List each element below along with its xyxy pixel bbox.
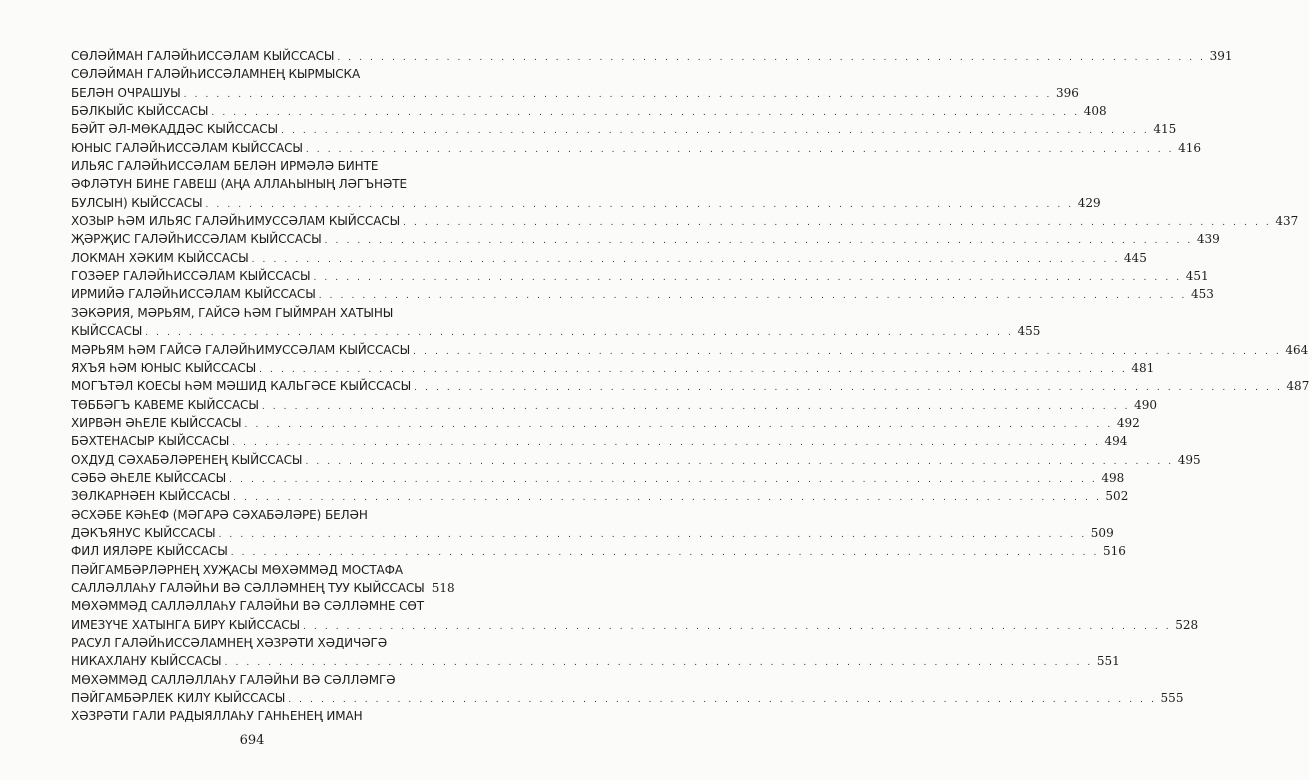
toc-entry-title: ИЛЬЯС ГАЛӘЙҺИССӘЛАМ БЕЛӘН ИРМӘЛӘ БИНТЕ — [71, 159, 379, 174]
toc-entry-title: ЗӨЛКАРНӘЕН КЫЙССАСЫ — [71, 489, 231, 504]
toc-entry-title: БУЛСЫН) КЫЙССАСЫ — [71, 195, 203, 210]
toc-entry-page: 455 — [1017, 324, 1041, 339]
toc-entry-title: ТӨББӘГЪ КАВЕМЕ КЫЙССАСЫ — [71, 397, 259, 412]
dot-leader: . . . . . . . . . . . . . . . . . . . . . . . . . . . . . . . . . . . . . . . . . . . . . . . . . . . . . . . . . . . . . . . . . . . . . . . . . . . . . . . . — [232, 438, 1101, 449]
toc-entry-page: 498 — [1101, 470, 1125, 485]
toc-entry-title: РАСУЛ ГАЛӘЙҺИССӘЛАМНЕҢ ХӘЗРӘТИ ХӘДИЧӘГӘ — [71, 636, 388, 650]
toc-entry-title: СӨЛӘЙМАН ГАЛӘЙҺИССӘЛАМ КЫЙССАСЫ — [71, 49, 335, 63]
toc-entry-page: 396 — [1055, 85, 1079, 100]
toc-entry — [71, 396, 1158, 414]
toc-entry-page: 408 — [1083, 104, 1107, 119]
toc-entry-title: ХИРВӘН ӘҺЕЛЕ КЫЙССАСЫ — [71, 415, 242, 430]
toc-entry-page: 555 — [1160, 691, 1184, 706]
toc-entry — [71, 212, 1299, 230]
dot-leader: . . . . . . . . . . . . . . . . . . . . . . . . . . . . . . . . . . . . . . . . . . . . . . . . . . . . . . . . . . . . . . . . . . . . . . . . . . . . . . . . — [302, 621, 1172, 632]
toc-entry-title: БӘЙТ ӘЛ-МӨКАДДӘС КЫЙССАСЫ — [71, 122, 279, 137]
toc-entry — [71, 451, 1201, 469]
toc-entry — [71, 65, 445, 83]
toc-entry — [71, 341, 1309, 359]
toc-entry-page: 518 — [431, 580, 455, 595]
toc-entry-page: 481 — [1131, 360, 1155, 375]
toc-entry-page: 464 — [1285, 342, 1309, 357]
toc-entry — [71, 414, 1140, 432]
toc-entry-page: 490 — [1134, 397, 1158, 412]
toc-entry-title: ПӘЙГАМБӘРЛӘРНЕҢ ХУҖАСЫ МӨХӘММӘД МОСТАФА — [71, 562, 404, 577]
toc-entry-page: 391 — [1209, 49, 1233, 63]
toc-entry — [71, 707, 445, 725]
dot-leader: . . . . . . . . . . . . . . . . . . . . . . . . . . . . . . . . . . . . . . . . . . . . . . . . . . . . . . . . . . . . . . . . . . . . . . . . . . . . . . . . — [337, 53, 1206, 63]
dot-leader: . . . . . . . . . . . . . . . . . . . . . . . . . . . . . . . . . . . . . . . . . . . . . . . . . . . . . . . . . . . . . . . . . . . . . . . . . . . . . . . . — [183, 89, 1052, 100]
toc-entry-title: БӘХТЕНАСЫР КЫЙССАСЫ — [71, 434, 230, 449]
toc-entry-page: 415 — [1153, 122, 1177, 137]
toc-entry-title: ӘСХӘБЕ КӘҺЕФ (МӘГАРӘ СӘХАБӘЛӘРЕ) БЕЛӘН — [71, 507, 368, 522]
toc-entry — [71, 652, 1120, 670]
toc-entry — [71, 597, 445, 615]
toc-entry-title: ПӘЙГАМБӘРЛЕК КИЛҮ КЫЙССАСЫ — [71, 691, 286, 706]
toc-entry-title: ИРМИЙӘ ГАЛӘЙҺИССӘЛАМ КЫЙССАСЫ — [71, 287, 316, 302]
page-number: 694 — [239, 733, 265, 748]
toc-entry-title: ХӘЗРӘТИ ГАЛИ РАДЫЯЛЛАҺУ ГАНҺЕНЕҢ ИМАН — [71, 709, 363, 724]
toc-entry-title: МӨХӘММӘД САЛЛӘЛЛАҺУ ГАЛӘЙҺИ ВӘ СӘЛЛӘМГӘ — [71, 672, 396, 687]
toc-entry — [71, 267, 1209, 285]
dot-leader: . . . . . . . . . . . . . . . . . . . . . . . . . . . . . . . . . . . . . . . . . . . . . . . . . . . . . . . . . . . . . . . . . . . . . . . . . . . . . . . . — [305, 456, 1174, 467]
toc-entry — [71, 102, 1107, 120]
toc-entry-page: 516 — [1102, 544, 1126, 559]
toc-entry — [71, 285, 1214, 303]
toc-entry — [71, 506, 445, 524]
toc-entry — [71, 322, 1041, 340]
toc-entry-page: 487 — [1286, 379, 1309, 394]
toc-entry-title: СӨЛӘЙМАН ГАЛӘЙҺИССӘЛАМНЕҢ КЫРМЫСКА — [71, 67, 361, 82]
toc-entry — [71, 304, 445, 322]
toc-entry-page: 416 — [1178, 140, 1202, 155]
dot-leader: . . . . . . . . . . . . . . . . . . . . . . . . . . . . . . . . . . . . . . . . . . . . . . . . . . . . . . . . . . . . . . . . . . . . . . . . . . . . . . . . — [413, 346, 1282, 357]
toc-entry — [71, 524, 1114, 542]
dot-leader: . . . . . . . . . . . . . . . . . . . . . . . . . . . . . . . . . . . . . . . . . . . . . . . . . . . . . . . . . . . . . . . . . . . . . . . . . . . . . . . . — [259, 364, 1128, 375]
toc-entry-page: 439 — [1196, 232, 1220, 247]
toc-entry-page: 528 — [1175, 617, 1199, 632]
toc-entry — [71, 671, 445, 689]
toc-entry-page: 551 — [1096, 654, 1120, 669]
toc-entry — [71, 47, 1233, 65]
toc-entry-title: МӨХӘММӘД САЛЛӘЛЛАҺУ ГАЛӘЙҺИ ВӘ СӘЛЛӘМНЕ СӨТ — [71, 599, 424, 614]
toc-entry-page: 445 — [1123, 250, 1147, 265]
dot-leader: . . . . . . . . . . . . . . . . . . . . . . . . . . . . . . . . . . . . . . . . . . . . . . . . . . . . . . . . . . . . . . . . . . . . . . . . . . . . . . . . — [403, 218, 1272, 229]
toc-entry — [71, 120, 1177, 138]
toc-entry-title: ЮНЫС ГАЛӘЙҺИССӘЛАМ КЫЙССАСЫ — [71, 140, 303, 155]
toc-entry — [71, 634, 445, 652]
toc-entry-title: НИКАХЛАНУ КЫЙССАСЫ — [71, 654, 222, 669]
toc-entry-title: ЛОКМАН ХӘКИМ КЫЙССАСЫ — [71, 250, 249, 265]
toc-entry — [71, 194, 1101, 212]
toc-entry-title: ЗӘКӘРИЯ, МӘРЬЯМ, ГАЙСӘ ҺӘМ ГЫЙМРАН ХАТЫНЫ — [71, 305, 394, 320]
dot-leader: . . . . . . . . . . . . . . . . . . . . . . . . . . . . . . . . . . . . . . . . . . . . . . . . . . . . . . . . . . . . . . . . . . . . . . . . . . . . . . . . — [229, 474, 1098, 485]
toc-entry — [71, 84, 1079, 102]
toc-entry — [71, 469, 1125, 487]
dot-leader: . . . . . . . . . . . . . . . . . . . . . . . . . . . . . . . . . . . . . . . . . . . . . . . . . . . . . . . . . . . . . . . . . . . . . . . . . . . . . . . . — [244, 419, 1113, 430]
toc-entry-page: 509 — [1090, 525, 1114, 540]
dot-leader: . . . . . . . . . . . . . . . . . . . . . . . . . . . . . . . . . . . . . . . . . . . . . . . . . . . . . . . . . . . . . . . . . . . . . . . . . . . . . . . . — [318, 291, 1187, 302]
toc-entry — [71, 561, 445, 579]
toc-entry-page: 429 — [1077, 195, 1101, 210]
dot-leader: . . . . . . . . . . . . . . . . . . . . . . . . . . . . . . . . . . . . . . . . . . . . . . . . . . . . . . . . . . . . . . . . . . . . . . . . . . . . . . . . — [281, 126, 1150, 137]
dot-leader: . . . . . . . . . . . . . . . . . . . . . . . . . . . . . . . . . . . . . . . . . . . . . . . . . . . . . . . . . . . . . . . . . . . . . . . . . . . . . . . . — [224, 658, 1093, 669]
dot-leader: . . . . . . . . . . . . . . . . . . . . . . . . . . . . . . . . . . . . . . . . . . . . . . . . . . . . . . . . . . . . . . . . . . . . . . . . . . . . . . . . — [414, 383, 1283, 394]
dot-leader: . . . . . . . . . . . . . . . . . . . . . . . . . . . . . . . . . . . . . . . . . . . . . . . . . . . . . . . . . . . . . . . . . . . . . . . . . . . . . . . . — [205, 199, 1074, 210]
dot-leader: . . . . . . . . . . . . . . . . . . . . . . . . . . . . . . . . . . . . . . . . . . . . . . . . . . . . . . . . . . . . . . . . . . . . . . . . . . . . . . . . — [288, 695, 1157, 706]
toc-entry — [71, 579, 455, 597]
toc-entry — [71, 432, 1128, 450]
dot-leader: . . . . . . . . . . . . . . . . . . . . . . . . . . . . . . . . . . . . . . . . . . . . . . . . . . . . . . . . . . . . . . . . . . . . . . . . . . . . . . . . — [313, 273, 1182, 284]
toc-entry — [71, 689, 1184, 707]
toc-entry-title: БӘЛКЫЙС КЫЙССАСЫ — [71, 104, 209, 119]
toc-entry — [71, 139, 1202, 157]
dot-leader: . . . . . . . . . . . . . . . . . . . . . . . . . . . . . . . . . . . . . . . . . . . . . . . . . . . . . . . . . . . . . . . . . . . . . . . . . . . . . . . . — [324, 236, 1193, 247]
toc-entry — [71, 249, 1147, 267]
table-of-contents — [71, 47, 1309, 726]
toc-entry-title: ФИЛ ИЯЛӘРЕ КЫЙССАСЫ — [71, 544, 228, 559]
toc-entry-title: КЫЙССАСЫ — [71, 324, 143, 339]
toc-entry — [71, 157, 445, 175]
toc-entry-title: МОГЪТӘЛ КОЕСЫ ҺӘМ МӘШИД КАЛЬГӘСЕ КЫЙССАСЫ — [71, 379, 412, 394]
toc-entry-title: ӘФЛӘТУН БИНЕ ГАВЕШ (АҢА АЛЛАҺЫНЫҢ ЛӘГЪНӘТЕ — [71, 177, 407, 192]
toc-entry-title: ГОЗӘЕР ГАЛӘЙҺИССӘЛАМ КЫЙССАСЫ — [71, 269, 311, 284]
dot-leader: . . . . . . . . . . . . . . . . . . . . . . . . . . . . . . . . . . . . . . . . . . . . . . . . . . . . . . . . . . . . . . . . . . . . . . . . . . . . . . . . — [261, 401, 1131, 412]
toc-entry — [71, 175, 445, 193]
toc-entry-title: ХОЗЫР ҺӘМ ИЛЬЯС ГАЛӘЙҺИМУССӘЛАМ КЫЙССАСЫ — [71, 214, 401, 229]
toc-entry-title: САЛЛӘЛЛАҺУ ГАЛӘЙҺИ ВӘ СӘЛЛӘМНЕҢ ТУУ КЫЙССАСЫ — [71, 580, 425, 595]
toc-entry-title: ЯХЪЯ ҺӘМ ЮНЫС КЫЙССАСЫ — [71, 360, 257, 375]
toc-entry-title: СӘБӘ ӘҺЕЛЕ КЫЙССАСЫ — [71, 470, 227, 485]
toc-entry-page: 437 — [1275, 214, 1299, 229]
dot-leader: . . . . . . . . . . . . . . . . . . . . . . . . . . . . . . . . . . . . . . . . . . . . . . . . . . . . . . . . . . . . . . . . . . . . . . . . . . . . . . . . — [218, 529, 1087, 540]
toc-entry-title: ДӘКЪЯНУС КЫЙССАСЫ — [71, 525, 216, 540]
toc-entry-page: 453 — [1190, 287, 1214, 302]
toc-entry — [71, 377, 1309, 395]
toc-entry-title: ИМЕЗҮЧЕ ХАТЫНГА БИРҮ КЫЙССАСЫ — [71, 617, 300, 632]
toc-entry — [71, 359, 1155, 377]
toc-entry-page: 502 — [1105, 489, 1129, 504]
dot-leader: . . . . . . . . . . . . . . . . . . . . . . . . . . . . . . . . . . . . . . . . . . . . . . . . . . . . . . . . . . . . . . . . . . . . . . . . . . . . . . . . — [211, 108, 1080, 119]
toc-entry-title: ОХДУД СӘХАБӘЛӘРЕНЕҢ КЫЙССАСЫ — [71, 452, 303, 467]
dot-leader: . . . . . . . . . . . . . . . . . . . . . . . . . . . . . . . . . . . . . . . . . . . . . . . . . . . . . . . . . . . . . . . . . . . . . . . . . . . . . . . . — [145, 328, 1014, 339]
toc-entry-title: МӘРЬЯМ ҺӘМ ГАЙСӘ ГАЛӘЙҺИМУССӘЛАМ КЫЙССАСЫ — [71, 342, 411, 357]
toc-entry-page: 495 — [1177, 452, 1201, 467]
toc-entry — [71, 487, 1129, 505]
toc-entry-title: БЕЛӘН ОЧРАШУЫ — [71, 85, 181, 100]
dot-leader: . . . . . . . . . . . . . . . . . . . . . . . . . . . . . . . . . . . . . . . . . . . . . . . . . . . . . . . . . . . . . . . . . . . . . . . . . . . . . . . . — [230, 548, 1099, 559]
toc-entry — [71, 616, 1199, 634]
dot-leader: . . . . . . . . . . . . . . . . . . . . . . . . . . . . . . . . . . . . . . . . . . . . . . . . . . . . . . . . . . . . . . . . . . . . . . . . . . . . . . . . — [251, 254, 1120, 265]
toc-entry-title: ҖӘРҖИС ГАЛӘЙҺИССӘЛАМ КЫЙССАСЫ — [71, 232, 322, 247]
toc-entry-page: 451 — [1185, 269, 1209, 284]
toc-entry-page: 494 — [1104, 434, 1128, 449]
dot-leader: . . . . . . . . . . . . . . . . . . . . . . . . . . . . . . . . . . . . . . . . . . . . . . . . . . . . . . . . . . . . . . . . . . . . . . . . . . . . . . . . — [305, 144, 1175, 155]
toc-entry-page: 492 — [1116, 415, 1140, 430]
toc-entry — [71, 230, 1220, 248]
toc-entry — [71, 542, 1126, 560]
dot-leader: . . . . . . . . . . . . . . . . . . . . . . . . . . . . . . . . . . . . . . . . . . . . . . . . . . . . . . . . . . . . . . . . . . . . . . . . . . . . . . . . — [233, 493, 1102, 504]
